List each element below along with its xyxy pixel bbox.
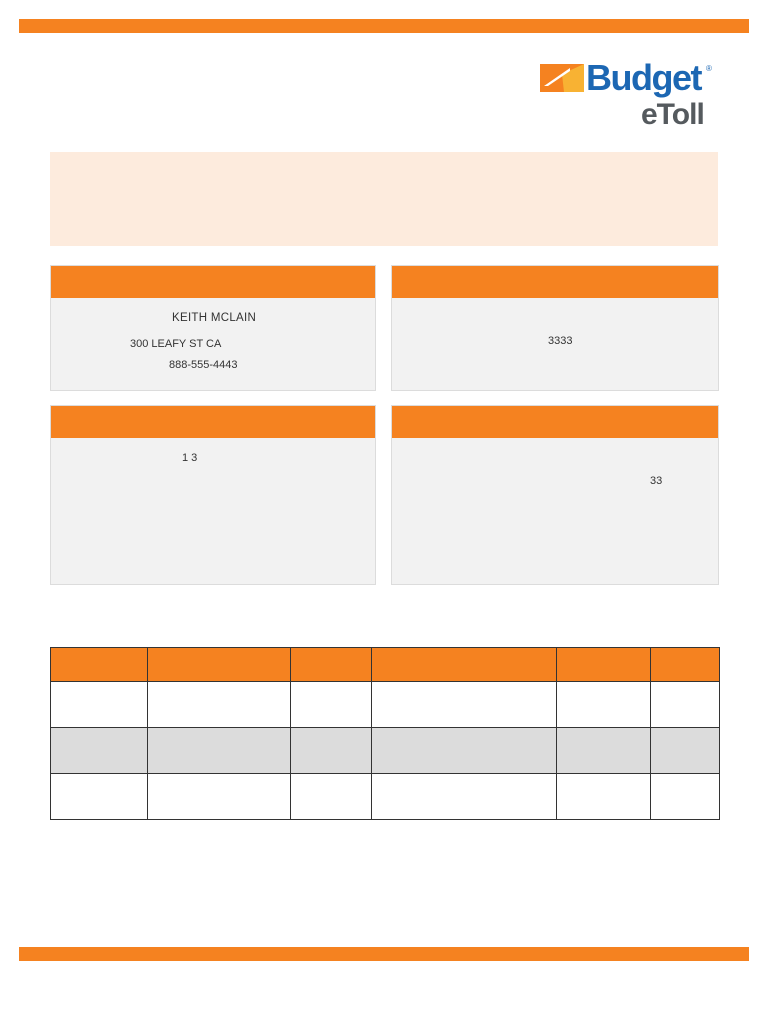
table-cell bbox=[372, 682, 557, 728]
table-cell bbox=[291, 774, 372, 820]
customer-phone: 888-555-4443 bbox=[169, 359, 238, 371]
table-cell bbox=[51, 728, 148, 774]
budget-etoll-logo bbox=[540, 58, 720, 138]
column-header bbox=[51, 648, 148, 682]
column-header bbox=[651, 648, 720, 682]
product-name: eToll bbox=[641, 98, 704, 131]
panel-header bbox=[392, 406, 718, 438]
table-row bbox=[51, 728, 720, 774]
column-header bbox=[291, 648, 372, 682]
column-header bbox=[557, 648, 651, 682]
charges-value: 33 bbox=[650, 475, 663, 487]
bottom-accent-bar bbox=[19, 947, 749, 961]
charges-summary-panel bbox=[391, 405, 719, 585]
customer-address: 300 LEAFY ST CA bbox=[130, 338, 222, 350]
brand-wordmark: Budget bbox=[586, 57, 701, 98]
table-cell bbox=[557, 774, 651, 820]
rental-info-panel bbox=[50, 405, 376, 585]
table-row bbox=[51, 774, 720, 820]
top-accent-bar bbox=[19, 19, 749, 33]
table-cell bbox=[557, 682, 651, 728]
panel-header bbox=[51, 266, 375, 298]
account-value: 3333 bbox=[548, 335, 573, 347]
table-cell bbox=[148, 682, 291, 728]
table-cell bbox=[651, 774, 720, 820]
table-row bbox=[51, 682, 720, 728]
budget-logo-icon bbox=[540, 62, 584, 92]
panel-header bbox=[392, 266, 718, 298]
customer-name: KEITH MCLAIN bbox=[172, 312, 257, 324]
toll-transactions-table bbox=[50, 647, 720, 820]
registered-mark: ® bbox=[706, 64, 712, 73]
account-info-panel bbox=[391, 265, 719, 391]
table-cell bbox=[291, 682, 372, 728]
column-header bbox=[148, 648, 291, 682]
notice-banner bbox=[50, 152, 718, 246]
table-cell bbox=[51, 682, 148, 728]
table-cell bbox=[148, 728, 291, 774]
customer-info-panel bbox=[50, 265, 376, 391]
table-cell bbox=[291, 728, 372, 774]
column-header bbox=[372, 648, 557, 682]
table-cell bbox=[51, 774, 148, 820]
table-cell bbox=[651, 682, 720, 728]
table-cell bbox=[148, 774, 291, 820]
rental-value: 1 3 bbox=[182, 452, 198, 464]
table-cell bbox=[372, 728, 557, 774]
table-cell bbox=[651, 728, 720, 774]
table-cell bbox=[372, 774, 557, 820]
table-header-row bbox=[51, 648, 720, 682]
table-cell bbox=[557, 728, 651, 774]
panel-header bbox=[51, 406, 375, 438]
